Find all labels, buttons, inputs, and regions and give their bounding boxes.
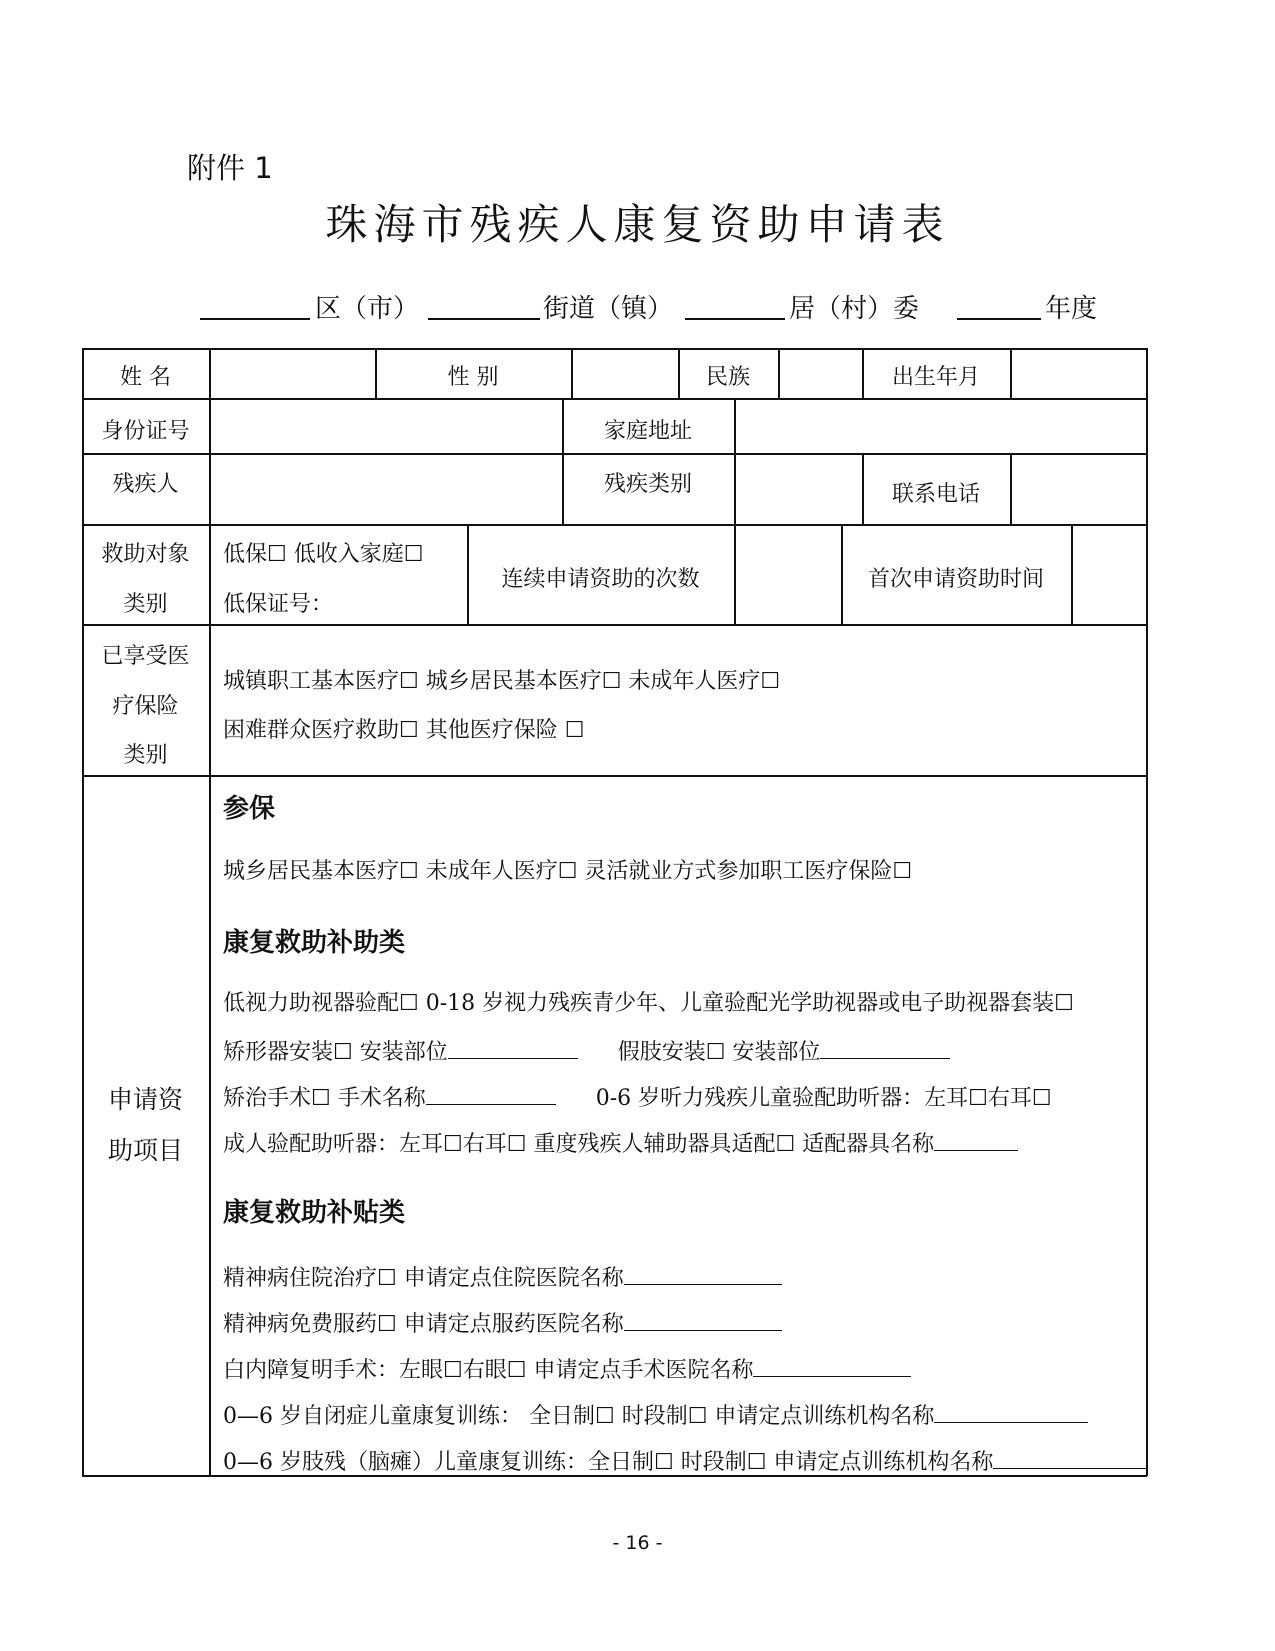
page-title: 珠海市残疾人康复资助申请表 (325, 200, 950, 249)
inpatient-hospital-blank[interactable] (624, 1265, 782, 1285)
insurance-enroll-options[interactable]: 城乡居民基本医疗☐ 未成年人医疗☐ 灵活就业方式参加职工医疗保险☐ (223, 859, 913, 884)
phone-label: 联系电话 (891, 482, 980, 507)
birth-field[interactable] (1012, 350, 1145, 397)
child-hearing-aid-option[interactable]: 0-6 岁听力残疾儿童验配助听器：左耳☐右耳☐ (595, 1086, 1052, 1111)
rehab-allowance-line-5[interactable] (223, 1449, 1147, 1474)
rehab-allowance-line-4[interactable] (223, 1403, 1088, 1428)
aid-target-label-2: 类别 (123, 592, 168, 617)
autism-training-option[interactable]: 0—6 岁自闭症儿童康复训练： 全日制☐ 时段制☐ 申请定点训练机构名称 (223, 1404, 935, 1429)
aid-target-label-1: 救助对象 (101, 542, 190, 567)
district-blank[interactable] (200, 318, 310, 320)
page-number: - 16 - (612, 1532, 663, 1554)
cp-institution-blank[interactable] (993, 1449, 1147, 1469)
cerebral-palsy-training-option[interactable]: 0—6 岁肢残（脑瘫）儿童康复训练：全日制☐ 时段制☐ 申请定点训练机构名称 (223, 1450, 994, 1475)
year-label: 年度 (1045, 294, 1098, 324)
rehab-subsidy-line-3[interactable] (223, 1085, 1052, 1110)
assistive-device-name-blank[interactable] (934, 1131, 1018, 1151)
gender-field[interactable] (573, 350, 677, 397)
application-count-label: 连续申请资助的次数 (501, 567, 700, 592)
year-blank[interactable] (957, 318, 1041, 320)
gender-label: 性 别 (447, 365, 499, 390)
free-medication-option[interactable]: 精神病免费服药☐ 申请定点服药医院名称 (223, 1312, 624, 1337)
section-insurance-heading: 参保 (223, 794, 276, 824)
birth-label: 出生年月 (891, 365, 980, 390)
section-rehab-allowance-heading: 康复救助补贴类 (223, 1198, 406, 1228)
address-field[interactable] (736, 400, 1145, 452)
rehab-subsidy-line-4[interactable] (223, 1131, 1018, 1156)
disability-category-label: 残疾类别 (603, 472, 692, 497)
insurance-label-3: 类别 (123, 743, 168, 768)
apply-items-label-1: 申请资 (107, 1085, 183, 1114)
phone-field[interactable] (1012, 455, 1145, 523)
committee-blank[interactable] (685, 318, 785, 320)
ethnicity-label: 民族 (705, 365, 750, 390)
rehab-subsidy-line-2[interactable] (223, 1039, 950, 1064)
rehab-subsidy-line-1[interactable]: 低视力助视器验配☐ 0-18 岁视力残疾青少年、儿童验配光学助视器或电子助视器套装☐ (223, 991, 1074, 1016)
street-label: 街道（镇） (543, 294, 674, 324)
adult-hearing-aid-option[interactable]: 成人验配助听器：左耳☐右耳☐ 重度残疾人辅助器具适配☐ 适配器具名称 (223, 1132, 935, 1157)
disability-category-field[interactable] (736, 455, 861, 523)
insurance-options-line-1[interactable]: 城镇职工基本医疗☐ 城乡居民基本医疗☐ 未成年人医疗☐ (223, 669, 781, 694)
surgery-option[interactable]: 矫治手术☐ 手术名称 (223, 1086, 426, 1111)
first-application-time-field[interactable] (1073, 526, 1145, 623)
disabled-person-field[interactable] (211, 455, 561, 523)
surgery-hospital-blank[interactable] (753, 1357, 911, 1377)
street-blank[interactable] (428, 318, 540, 320)
orthosis-part-blank[interactable] (448, 1039, 578, 1059)
apply-items-label-2: 助项目 (107, 1136, 183, 1165)
insurance-options-line-2[interactable]: 困难群众医疗救助☐ 其他医疗保险 ☐ (223, 718, 585, 743)
first-application-time-label: 首次申请资助时间 (867, 567, 1044, 592)
rehab-allowance-line-2[interactable] (223, 1311, 782, 1336)
committee-label: 居（村）委 (789, 294, 920, 324)
address-label: 家庭地址 (603, 419, 692, 444)
name-field[interactable] (211, 350, 374, 397)
id-number-label: 身份证号 (101, 419, 190, 444)
rehab-allowance-line-1[interactable] (223, 1265, 782, 1290)
insurance-label-1: 已享受医 (101, 644, 190, 669)
cataract-surgery-option[interactable]: 白内障复明手术：左眼☐右眼☐ 申请定点手术医院名称 (223, 1358, 754, 1383)
surgery-name-blank[interactable] (426, 1085, 556, 1105)
section-rehab-subsidy-heading: 康复救助补助类 (223, 928, 406, 958)
name-label: 姓 名 (120, 365, 171, 390)
psychiatric-inpatient-option[interactable]: 精神病住院治疗☐ 申请定点住院医院名称 (223, 1266, 624, 1291)
attachment-label: 附件 1 (187, 151, 273, 185)
orthosis-option[interactable]: 矫形器安装☐ 安装部位 (223, 1040, 448, 1065)
low-income-cert-label: 低保证号： (223, 592, 334, 617)
rehab-allowance-line-3[interactable] (223, 1357, 911, 1382)
id-number-field[interactable] (211, 400, 561, 452)
ethnicity-field[interactable] (780, 350, 861, 397)
insurance-label-2: 疗保险 (112, 694, 179, 719)
application-count-field[interactable] (736, 526, 840, 623)
medication-hospital-blank[interactable] (624, 1311, 782, 1331)
district-label: 区（市） (315, 294, 420, 324)
disabled-person-label: 残疾人 (112, 472, 179, 497)
prosthesis-part-blank[interactable] (820, 1039, 950, 1059)
prosthesis-option[interactable]: 假肢安装☐ 安装部位 (617, 1040, 821, 1065)
autism-institution-blank[interactable] (934, 1403, 1088, 1423)
aid-target-options[interactable]: 低保☐ 低收入家庭☐ (223, 542, 424, 567)
